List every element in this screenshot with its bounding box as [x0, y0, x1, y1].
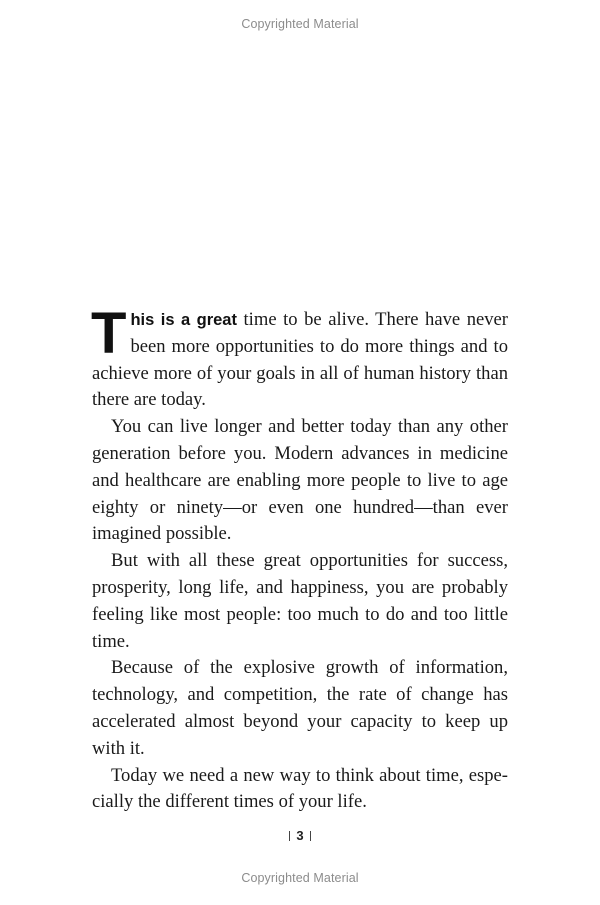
chapter-body — [91, 301, 508, 816]
paragraph-2: You can live longer and better today than any other generation before you. Modern advances in medicine and healthcare are enabling more people to live to age eighty or ninety—or even one hundred—than ever imagined possible. — [92, 416, 508, 545]
paragraph-1-text: time to be alive. There have never been more opportunities to do more things and to achieve more of your goals in all of human history than there are today. — [92, 309, 508, 411]
paragraph-3: But with all these great opportunities for success, prosperity, long life, and happiness, you are probably feeling like most people: too much to do and too little time. — [92, 550, 508, 652]
folio-bar-right — [310, 831, 311, 841]
drop-cap: T — [91, 301, 127, 366]
paragraph-4: Because of the explosive growth of information, technology, and competition, the rate of change has accelerated almost beyond your capacity to keep up with it. — [92, 657, 508, 759]
page-number-value: 3 — [296, 828, 304, 843]
lead-in-text: his is a great — [130, 311, 237, 329]
page-number — [0, 828, 600, 843]
paragraph-5: Today we need a new way to think about time, especially the different times of your life. — [92, 764, 508, 813]
paragraph-1 — [91, 301, 508, 414]
copyright-watermark-top: Copyrighted Material — [241, 17, 359, 31]
folio-bar-left — [289, 831, 290, 841]
copyright-watermark-bottom: Copyrighted Material — [241, 871, 359, 885]
